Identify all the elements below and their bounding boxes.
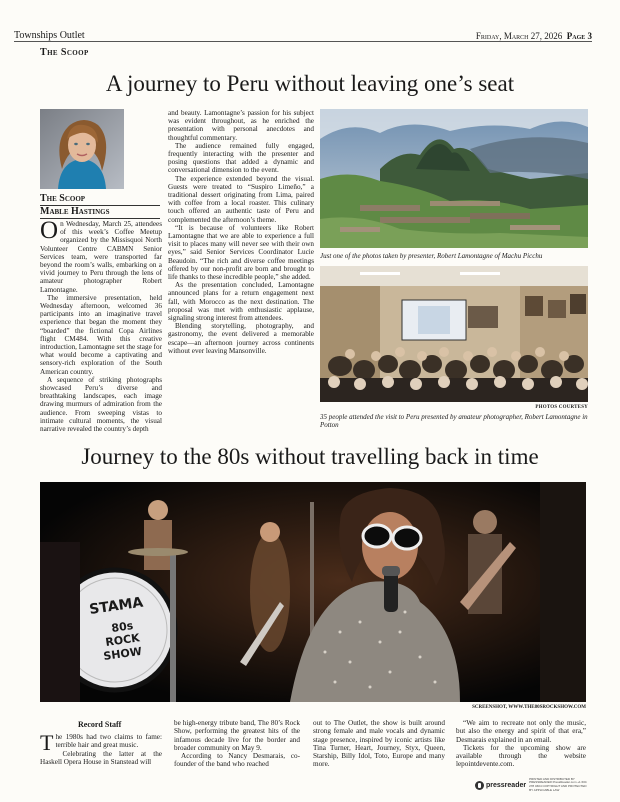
article2-byline: Record Staff bbox=[78, 720, 122, 729]
pressreader-badge[interactable] bbox=[475, 777, 595, 793]
photo-credit: PHOTOS COURTESY bbox=[535, 405, 588, 410]
dropcap: T bbox=[40, 730, 54, 755]
article1-headline: A journey to Peru without leaving one’s seat bbox=[105, 71, 515, 96]
article2-paragraph: out to The Outlet, the show is built around strong female and male vocals and dynamic stage presence, inspired by iconic artists like Tina Turner, Heart, Journey, Styx, Queen, Starship, Billy Idol, Toto, Europe and many more. bbox=[313, 719, 445, 769]
photo-caption-2: 35 people attended the visit to Peru presented by amateur photographer, Robert Lamontagne in Potton bbox=[320, 413, 588, 429]
article1-paragraph: Blending storytelling, photography, and gastronomy, the event delivered a memorable escape—an afternoon journey across continents without ever leaving Mansonville. bbox=[168, 322, 314, 355]
article2-column-4 bbox=[456, 719, 586, 769]
article1-column-1 bbox=[40, 217, 162, 434]
article1-lead-paragraph bbox=[40, 217, 162, 294]
article2-lead-paragraph bbox=[40, 730, 162, 755]
article2-paragraph: According to Nancy Desmarais, co-founder of the band who reached bbox=[174, 752, 300, 769]
section-label: The Scoop bbox=[40, 47, 89, 58]
machu-picchu-photo bbox=[320, 109, 588, 248]
paper-name: Townships Outlet bbox=[14, 30, 85, 41]
drum-text-4: SHOW bbox=[102, 644, 143, 663]
article2-paragraph: be high-energy tribute band, The 80’s Rock Show, performing the greatest hits of the infamous decade live for the border and broader community on May 9. bbox=[174, 719, 300, 752]
article2-column-2 bbox=[174, 719, 300, 769]
byline-kicker: The Scoop bbox=[40, 193, 160, 206]
article1-column-2 bbox=[168, 109, 314, 355]
presentation-room-photo bbox=[320, 266, 588, 402]
article2-paragraph: Tickets for the upcoming show are available through the website lepointdevente.com. bbox=[456, 743, 586, 769]
pressreader-logo-text: pressreader bbox=[486, 781, 527, 789]
masthead bbox=[14, 28, 592, 42]
article1-paragraph: The audience remained fully engaged, frequently interacting with the presenter and posing questions that added a dynamic and conversational dimension to the event. bbox=[168, 141, 314, 175]
pressreader-fine-print: PRINTED AND DISTRIBUTED BY PRESSREADER PressReader.com +1 604 278 4604 COPYRIGHT AND PROTECTED BY APPLICABLE LAW bbox=[529, 776, 587, 792]
issue-date: Friday, March 27, 2026 bbox=[475, 31, 563, 41]
drum-text-1: STAMA bbox=[88, 594, 145, 618]
author-photo bbox=[40, 109, 124, 189]
article1-paragraph: and beauty. Lamontagne’s passion for his subject was evident throughout, as he enriched the presentation with personal anecdotes and thoughtful commentary. bbox=[168, 109, 314, 142]
article1-lead-text: n Wednesday, March 25, attendees of this week’s Coffee Meetup organized by the Missisquoi North Volunteer Centre CABMN Senior Services team, were transported far beyond the room’s walls, embarking on a vivid journey to Peru through the lens of amateur photographer Robert Lamontagne. bbox=[40, 220, 162, 294]
rock-show-photo bbox=[40, 482, 586, 702]
article2-paragraph: Celebrating the latter at the Haskell Opera House in Stanstead will bbox=[40, 749, 162, 766]
pressreader-icon bbox=[475, 781, 484, 790]
rock-show-photo-credit: SCREENSHOT, WWW.THE80SROCKSHOW.COM bbox=[472, 705, 586, 710]
dropcap: O bbox=[40, 217, 59, 244]
article2-column-3 bbox=[313, 719, 445, 769]
article1-paragraph: The experience extended beyond the visual. Guests were treated to “Suspiro Limeño,” a traditional dessert originating from Lima, paired with coffee from a local roaster. This culinary touch offered an authentic taste of Peru and complemented the afternoon’s theme. bbox=[168, 174, 314, 224]
pressreader-logo bbox=[475, 781, 526, 790]
article1-paragraph: As the presentation concluded, Lamontagne announced plans for a return engagement next fall, with Morocco as the next destination. The proposal was met with enthusiastic applause, signaling strong interest from attendees. bbox=[168, 281, 314, 323]
article1-paragraph: “It is because of volunteers like Robert Lamontagne that we are able to experience a full visit to places many will never see with their own eyes,” said Senior Services Coordinator Lucie Beaudoin. “The rich and diverse coffee meetings offered by our non-profit are born and brought to life thanks to these incredible people,” she added. bbox=[168, 223, 314, 282]
drum-text-2: 80s bbox=[110, 619, 135, 635]
page-number: Page 3 bbox=[566, 31, 592, 41]
article2-paragraph: “We aim to recreate not only the music, but also the energy and spirit of that era,” Desmarais explained in an email. bbox=[456, 719, 586, 744]
drum-text-3: ROCK bbox=[104, 631, 141, 649]
article1-paragraph: The immersive presentation, held Wednesday afternoon, welcomed 36 participants into an imaginative travel experience that began the moment they “boarded” the fictional Copa Airlines flight CM484. With this creative introduction, Lamontagne set the stage for what would become a captivating and sensory-rich exploration of the South American country. bbox=[40, 293, 162, 376]
article2-headline: Journey to the 80s without travelling back in time bbox=[81, 444, 539, 469]
issue-info bbox=[476, 31, 592, 41]
byline-name: Mable Hastings bbox=[40, 206, 160, 219]
article2-lead-text: he 1980s had two claims to fame: terrible hair and great music. bbox=[55, 733, 162, 750]
article2-column-1 bbox=[40, 730, 162, 766]
article1-paragraph: A sequence of striking photographs showcased Peru’s diverse and breathtaking landscapes, each image drawing murmurs of admiration from the audience. From sweeping vistas to intimate cultural moments, the visual narrative revealed the country’s depth bbox=[40, 375, 162, 434]
photo-caption-1: Just one of the photos taken by presenter, Robert Lamontagne of Machu Picchu bbox=[320, 252, 543, 260]
